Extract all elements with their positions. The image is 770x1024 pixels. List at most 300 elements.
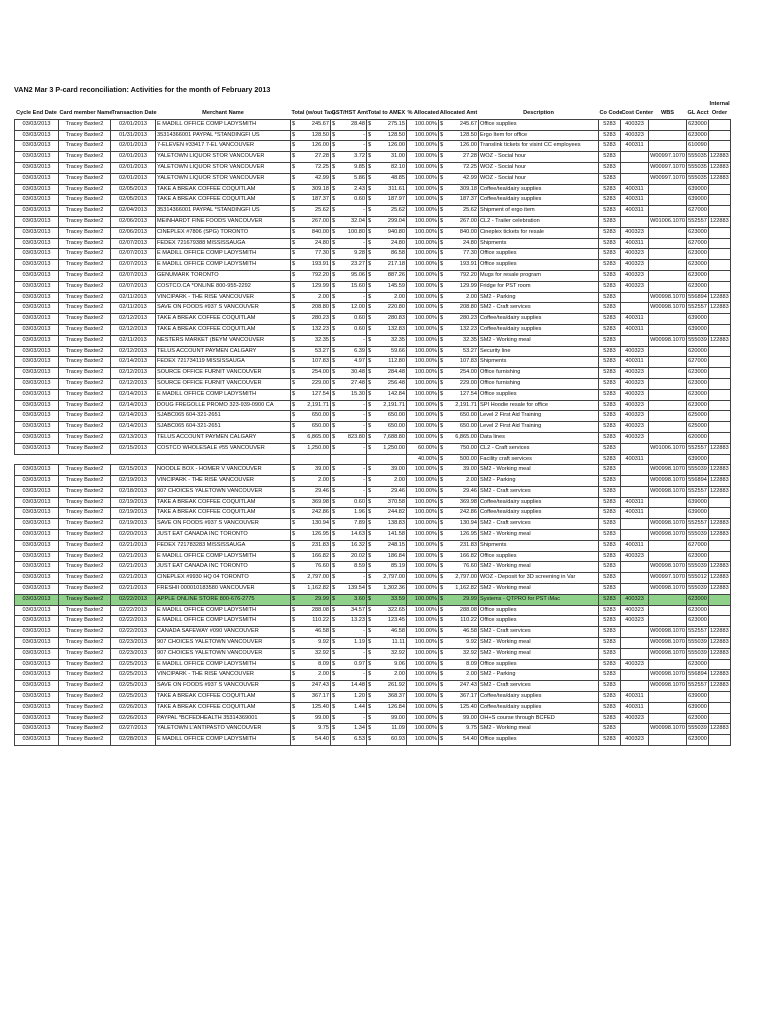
card-member-cell: Tracey Baxter2 xyxy=(59,260,111,271)
allocated-amt-cell: $ 2.00 xyxy=(439,670,479,681)
internal-order-cell: 122883 xyxy=(709,335,731,346)
total-wout-tax-cell: $ 1,250.00 xyxy=(291,443,331,454)
transaction-date-cell: 02/14/2013 xyxy=(111,357,156,368)
gst-hst-cell: $ 0.60 xyxy=(331,195,367,206)
cycle-end-date-cell: 03/03/2013 xyxy=(15,389,59,400)
gl-acct-cell: 639000 xyxy=(687,314,709,325)
transaction-date-cell: 02/05/2013 xyxy=(111,195,156,206)
table-row xyxy=(15,638,731,649)
transaction-date-cell: 02/23/2013 xyxy=(111,638,156,649)
internal-order-cell: 122883 xyxy=(709,584,731,595)
transaction-date-cell: 02/21/2013 xyxy=(111,551,156,562)
cost-center-cell xyxy=(621,486,649,497)
reconciliation-table xyxy=(14,100,731,746)
table-row xyxy=(15,249,731,260)
co-code-cell: 5283 xyxy=(599,303,621,314)
transaction-date-cell: 02/22/2013 xyxy=(111,594,156,605)
total-wout-tax-cell: $ 369.98 xyxy=(291,497,331,508)
pct-allocated-cell: 100.00% xyxy=(407,422,439,433)
wbs-cell xyxy=(649,227,687,238)
allocated-amt-cell: $ 245.67 xyxy=(439,119,479,130)
merchant-name-cell: SAVE ON FOODS #937 S VANCOUVER xyxy=(156,303,291,314)
allocated-amt-cell: $ 39.00 xyxy=(439,465,479,476)
total-to-amex-cell: $ 128.50 xyxy=(367,130,407,141)
gl-acct-cell: 555039 xyxy=(687,562,709,573)
co-code-cell: 5283 xyxy=(599,249,621,260)
transaction-date-cell: 02/12/2013 xyxy=(111,378,156,389)
cycle-end-date-cell: 03/03/2013 xyxy=(15,162,59,173)
table-row xyxy=(15,130,731,141)
cycle-end-date-cell: 03/03/2013 xyxy=(15,616,59,627)
report-title: VAN2 Mar 3 P-card reconciliation: Activities for the month of February 2013 xyxy=(14,85,271,94)
merchant-name-cell: GENUMARK TORONTO xyxy=(156,270,291,281)
transaction-date-cell: 01/31/2013 xyxy=(111,130,156,141)
table-row xyxy=(15,378,731,389)
total-to-amex-cell: $ 32.35 xyxy=(367,335,407,346)
total-wout-tax-cell: $ 32.35 xyxy=(291,335,331,346)
pct-allocated-cell: 100.00% xyxy=(407,638,439,649)
pct-allocated-cell: 100.00% xyxy=(407,573,439,584)
merchant-name-cell: YALETOWN LIQUOR STOR VANCOUVER xyxy=(156,162,291,173)
wbs-cell xyxy=(649,324,687,335)
allocated-amt-cell: $ 76.60 xyxy=(439,562,479,573)
allocated-amt-cell: $ 46.58 xyxy=(439,627,479,638)
description-cell: SM2 - Craft services xyxy=(479,627,599,638)
wbs-cell: W01006.1070 xyxy=(649,216,687,227)
gst-hst-cell: $ - xyxy=(331,411,367,422)
merchant-name-cell: TAKE A BREAK COFFEE COQUITLAM xyxy=(156,314,291,325)
card-member-cell: Tracey Baxter2 xyxy=(59,238,111,249)
wbs-cell: W00997.1070 xyxy=(649,162,687,173)
total-wout-tax-cell: $ 254.00 xyxy=(291,368,331,379)
gl-acct-cell: 552557 xyxy=(687,303,709,314)
transaction-date-cell: 02/07/2013 xyxy=(111,249,156,260)
total-wout-tax-cell: $ 2,797.00 xyxy=(291,573,331,584)
description-cell: Systems - QTPRO for PST iMac xyxy=(479,594,599,605)
table-row xyxy=(15,627,731,638)
allocated-amt-cell: $ 77.30 xyxy=(439,249,479,260)
internal-order-cell: 122883 xyxy=(709,562,731,573)
co-code-cell: 5283 xyxy=(599,476,621,487)
cycle-end-date-cell: 03/03/2013 xyxy=(15,584,59,595)
co-code-cell: 5283 xyxy=(599,594,621,605)
allocated-amt-cell: $ 110.22 xyxy=(439,616,479,627)
description-cell: Coffee/tea/dairy supplies xyxy=(479,195,599,206)
gst-hst-cell: $ - xyxy=(331,292,367,303)
merchant-name-cell: FEDEX 721783283 MISSISSAUGA xyxy=(156,540,291,551)
allocated-amt-cell: $ 2.00 xyxy=(439,292,479,303)
wbs-cell: W00998.1070 xyxy=(649,627,687,638)
wbs-cell xyxy=(649,260,687,271)
table-row xyxy=(15,443,731,454)
gst-hst-cell: $ 7.89 xyxy=(331,519,367,530)
pct-allocated-cell: 60.00% xyxy=(407,443,439,454)
gst-hst-cell: $ - xyxy=(331,465,367,476)
gl-acct-cell: 623000 xyxy=(687,368,709,379)
merchant-name-cell: TAKE A BREAK COFFEE COQUITLAM xyxy=(156,184,291,195)
gst-hst-cell: $ 3.60 xyxy=(331,594,367,605)
total-wout-tax-cell: $ 9.92 xyxy=(291,638,331,649)
allocated-amt-cell: $ 369.98 xyxy=(439,497,479,508)
total-wout-tax-cell: $ 2.00 xyxy=(291,670,331,681)
wbs-cell xyxy=(649,270,687,281)
pct-allocated-cell: 40.00% xyxy=(407,454,439,465)
total-wout-tax-cell: $ 280.23 xyxy=(291,314,331,325)
gl-acct-cell: 555012 xyxy=(687,573,709,584)
total-to-amex-cell: $ 217.18 xyxy=(367,260,407,271)
wbs-cell: W00998.1070 xyxy=(649,335,687,346)
gst-hst-cell: $ 12.00 xyxy=(331,303,367,314)
merchant-name-cell: VINCIPARK - THE RISE VANCOUVER xyxy=(156,670,291,681)
cost-center-cell: 400311 xyxy=(621,238,649,249)
table-row xyxy=(15,141,731,152)
pct-allocated-cell: 100.00% xyxy=(407,432,439,443)
allocated-amt-cell: $ 254.00 xyxy=(439,368,479,379)
total-wout-tax-cell: $ 126.95 xyxy=(291,530,331,541)
transaction-date-cell: 02/13/2013 xyxy=(111,432,156,443)
internal-order-cell xyxy=(709,260,731,271)
total-to-amex-cell: $ 220.80 xyxy=(367,303,407,314)
merchant-name-cell: E MADILL OFFICE COMP LADYSMITH xyxy=(156,605,291,616)
table-row xyxy=(15,713,731,724)
description-cell: Shipments xyxy=(479,238,599,249)
allocated-amt-cell: $ 130.94 xyxy=(439,519,479,530)
wbs-cell xyxy=(649,281,687,292)
gst-hst-cell: $ 1.96 xyxy=(331,508,367,519)
cost-center-cell: 400323 xyxy=(621,130,649,141)
card-member-cell: Tracey Baxter2 xyxy=(59,303,111,314)
cost-center-cell xyxy=(621,162,649,173)
cycle-end-date-cell: 03/03/2013 xyxy=(15,530,59,541)
total-wout-tax-cell: $ 127.54 xyxy=(291,389,331,400)
description-cell: SM2 - Parking xyxy=(479,292,599,303)
cost-center-cell: 400323 xyxy=(621,605,649,616)
total-to-amex-cell: $ 11.11 xyxy=(367,638,407,649)
co-code-cell: 5283 xyxy=(599,324,621,335)
merchant-name-cell: E MADILL OFFICE COMP LADYSMITH xyxy=(156,551,291,562)
total-to-amex-cell: $ 86.58 xyxy=(367,249,407,260)
total-to-amex-cell: $ 248.15 xyxy=(367,540,407,551)
description-cell: WOZ - Social hour xyxy=(479,152,599,163)
cycle-end-date-cell: 03/03/2013 xyxy=(15,130,59,141)
cycle-end-date-cell: 03/03/2013 xyxy=(15,551,59,562)
internal-order-cell xyxy=(709,314,731,325)
merchant-name-cell: YALETOWN L'ANTIPASTO VANCOUVER xyxy=(156,724,291,735)
wbs-cell: W00998.1070 xyxy=(649,303,687,314)
total-to-amex-cell: $ 142.84 xyxy=(367,389,407,400)
gl-acct-cell: 623000 xyxy=(687,281,709,292)
transaction-date-cell: 02/14/2013 xyxy=(111,422,156,433)
wbs-cell xyxy=(649,238,687,249)
cost-center-cell: 400311 xyxy=(621,692,649,703)
wbs-cell xyxy=(649,368,687,379)
allocated-amt-cell: $ 309.18 xyxy=(439,184,479,195)
internal-order-cell xyxy=(709,508,731,519)
total-to-amex-cell: $ 132.83 xyxy=(367,324,407,335)
wbs-cell: W00998.1070 xyxy=(649,562,687,573)
cost-center-cell: 400311 xyxy=(621,141,649,152)
transaction-date-cell: 02/18/2013 xyxy=(111,486,156,497)
total-wout-tax-cell: $ 2.00 xyxy=(291,476,331,487)
description-cell: Mugs for resale program xyxy=(479,270,599,281)
wbs-cell: W00998.1070 xyxy=(649,724,687,735)
merchant-name-cell: NESTERS MARKET (BEYM VANCOUVER xyxy=(156,335,291,346)
merchant-name-cell: MEINHARDT FINE FOODS VANCOUVER xyxy=(156,216,291,227)
description-cell: Office supplies xyxy=(479,616,599,627)
cycle-end-date-cell: 03/03/2013 xyxy=(15,422,59,433)
table-row xyxy=(15,260,731,271)
total-to-amex-cell: $ 25.62 xyxy=(367,206,407,217)
cycle-end-date-cell: 03/03/2013 xyxy=(15,670,59,681)
card-member-cell: Tracey Baxter2 xyxy=(59,270,111,281)
pct-allocated-cell: 100.00% xyxy=(407,562,439,573)
internal-order-cell: 122883 xyxy=(709,638,731,649)
wbs-cell xyxy=(649,713,687,724)
description-cell: Cineplex tickets for resale xyxy=(479,227,599,238)
cycle-end-date-cell: 03/03/2013 xyxy=(15,260,59,271)
wbs-cell: W00998.1070 xyxy=(649,638,687,649)
cost-center-cell: 400323 xyxy=(621,270,649,281)
table-row xyxy=(15,670,731,681)
gst-hst-cell: $ 0.60 xyxy=(331,497,367,508)
total-wout-tax-cell: $ 130.94 xyxy=(291,519,331,530)
allocated-amt-cell: $ 750.00 xyxy=(439,443,479,454)
wbs-cell xyxy=(649,551,687,562)
pct-allocated-cell: 100.00% xyxy=(407,173,439,184)
table-row xyxy=(15,476,731,487)
gl-acct-cell: 623000 xyxy=(687,735,709,746)
gl-acct-cell: 552557 xyxy=(687,443,709,454)
pct-allocated-cell: 100.00% xyxy=(407,162,439,173)
card-member-cell: Tracey Baxter2 xyxy=(59,206,111,217)
cost-center-cell xyxy=(621,648,649,659)
co-code-cell: 5283 xyxy=(599,260,621,271)
total-wout-tax-cell: $ 650.00 xyxy=(291,422,331,433)
pct-allocated-cell: 100.00% xyxy=(407,584,439,595)
merchant-name-cell: FEDEX 721679388 MISSISSAUGA xyxy=(156,238,291,249)
allocated-amt-cell: $ 792.20 xyxy=(439,270,479,281)
transaction-date-cell: 02/15/2013 xyxy=(111,443,156,454)
total-wout-tax-cell: $ 110.22 xyxy=(291,616,331,627)
table-row xyxy=(15,551,731,562)
gst-hst-cell: $ 823.80 xyxy=(331,432,367,443)
description-cell: Translink tickets for visint CC employees xyxy=(479,141,599,152)
table-row xyxy=(15,314,731,325)
cost-center-cell: 400323 xyxy=(621,227,649,238)
card-member-cell: Tracey Baxter2 xyxy=(59,648,111,659)
internal-order-cell xyxy=(709,281,731,292)
card-member-cell: Tracey Baxter2 xyxy=(59,184,111,195)
internal-order-cell xyxy=(709,692,731,703)
gl-acct-cell: 623000 xyxy=(687,605,709,616)
internal-order-cell xyxy=(709,130,731,141)
gst-hst-cell: $ 15.30 xyxy=(331,389,367,400)
merchant-name-cell: CANADA SAFEWAY #090 VANCOUVER xyxy=(156,627,291,638)
cycle-end-date-cell: 03/03/2013 xyxy=(15,152,59,163)
table-row xyxy=(15,562,731,573)
internal-order-cell: 122883 xyxy=(709,519,731,530)
co-code-cell: 5283 xyxy=(599,681,621,692)
pct-allocated-cell: 100.00% xyxy=(407,152,439,163)
description-cell: SM2 - Working meal xyxy=(479,530,599,541)
table-row xyxy=(15,724,731,735)
pct-allocated-cell: 100.00% xyxy=(407,713,439,724)
total-wout-tax-cell: $ 77.30 xyxy=(291,249,331,260)
co-code-cell: 5283 xyxy=(599,638,621,649)
description-cell: Coffee/tea/dairy supplies xyxy=(479,692,599,703)
total-to-amex-cell: $ 650.00 xyxy=(367,411,407,422)
table-row xyxy=(15,119,731,130)
description-cell: Shipments xyxy=(479,357,599,368)
card-member-cell: Tracey Baxter2 xyxy=(59,141,111,152)
total-wout-tax-cell: $ 76.60 xyxy=(291,562,331,573)
pct-allocated-cell: 100.00% xyxy=(407,216,439,227)
total-wout-tax-cell: $ 2,191.71 xyxy=(291,400,331,411)
card-member-cell: Tracey Baxter2 xyxy=(59,573,111,584)
merchant-name-cell: NOODLE BOX - HOMER V VANCOUVER xyxy=(156,465,291,476)
wbs-cell xyxy=(649,735,687,746)
internal-order-cell xyxy=(709,227,731,238)
total-wout-tax-cell: $ 29.99 xyxy=(291,594,331,605)
wbs-cell xyxy=(649,130,687,141)
gl-acct-cell: 627000 xyxy=(687,540,709,551)
pct-allocated-cell: 100.00% xyxy=(407,681,439,692)
gst-hst-cell: $ 13.23 xyxy=(331,616,367,627)
cycle-end-date-cell: 03/03/2013 xyxy=(15,713,59,724)
transaction-date-cell: 02/12/2013 xyxy=(111,324,156,335)
wbs-cell xyxy=(649,422,687,433)
total-to-amex-cell: $ 284.48 xyxy=(367,368,407,379)
cycle-end-date-cell: 03/03/2013 xyxy=(15,659,59,670)
total-wout-tax-cell: $ 8.09 xyxy=(291,659,331,670)
total-wout-tax-cell: $ 792.20 xyxy=(291,270,331,281)
co-code-cell: 5283 xyxy=(599,454,621,465)
description-cell: SM2 - Working meal xyxy=(479,724,599,735)
co-code-cell: 5283 xyxy=(599,486,621,497)
total-to-amex-cell: $ 11.09 xyxy=(367,724,407,735)
description-cell: Shipments xyxy=(479,540,599,551)
merchant-name-cell: TAKE A BREAK COFFEE COQUITLAM xyxy=(156,324,291,335)
transaction-date-cell: 02/06/2013 xyxy=(111,216,156,227)
internal-order-cell: 122883 xyxy=(709,173,731,184)
wbs-cell xyxy=(649,497,687,508)
card-member-cell xyxy=(59,454,111,465)
card-member-cell: Tracey Baxter2 xyxy=(59,476,111,487)
total-wout-tax-cell: $ 2.00 xyxy=(291,292,331,303)
wbs-cell: W00998.1070 xyxy=(649,584,687,595)
pct-allocated-cell: 100.00% xyxy=(407,551,439,562)
total-to-amex-cell: $ 59.66 xyxy=(367,346,407,357)
cost-center-cell xyxy=(621,670,649,681)
transaction-date-cell: 02/07/2013 xyxy=(111,238,156,249)
wbs-cell xyxy=(649,378,687,389)
card-member-cell: Tracey Baxter2 xyxy=(59,152,111,163)
table-row xyxy=(15,573,731,584)
allocated-amt-cell: $ 193.91 xyxy=(439,260,479,271)
total-wout-tax-cell: $ 229.00 xyxy=(291,378,331,389)
gst-hst-cell: $ 3.72 xyxy=(331,152,367,163)
pct-allocated-cell: 100.00% xyxy=(407,335,439,346)
gl-acct-cell: 639000 xyxy=(687,324,709,335)
gl-acct-cell: 555035 xyxy=(687,162,709,173)
transaction-date-cell: 02/25/2013 xyxy=(111,670,156,681)
co-code-cell: 5283 xyxy=(599,400,621,411)
header-transaction-date: Transaction Date xyxy=(111,110,157,116)
wbs-cell xyxy=(649,702,687,713)
total-to-amex-cell: $ 261.92 xyxy=(367,681,407,692)
gl-acct-cell: 552557 xyxy=(687,486,709,497)
merchant-name-cell: 907 CHOICES YALETOWN VANCOUVER xyxy=(156,648,291,659)
wbs-cell xyxy=(649,508,687,519)
cycle-end-date-cell: 03/03/2013 xyxy=(15,443,59,454)
wbs-cell xyxy=(649,314,687,325)
gst-hst-cell: $ 5.86 xyxy=(331,173,367,184)
co-code-cell: 5283 xyxy=(599,335,621,346)
description-cell: Level 2 First Aid Training xyxy=(479,411,599,422)
co-code-cell: 5283 xyxy=(599,378,621,389)
pct-allocated-cell: 100.00% xyxy=(407,508,439,519)
internal-order-cell xyxy=(709,119,731,130)
total-wout-tax-cell: $ 6,865.00 xyxy=(291,432,331,443)
internal-order-cell: 122883 xyxy=(709,627,731,638)
pct-allocated-cell: 100.00% xyxy=(407,540,439,551)
cost-center-cell: 400323 xyxy=(621,659,649,670)
merchant-name-cell: DOUG FREGOLLE PROMO 323-939-0900 CA xyxy=(156,400,291,411)
merchant-name-cell: VINCIPARK - THE RISE VANCOUVER xyxy=(156,476,291,487)
description-cell: Coffee/tea/dairy supplies xyxy=(479,508,599,519)
co-code-cell: 5283 xyxy=(599,357,621,368)
gl-acct-cell: 623000 xyxy=(687,551,709,562)
internal-order-cell: 122883 xyxy=(709,681,731,692)
cost-center-cell: 400323 xyxy=(621,368,649,379)
total-wout-tax-cell: $ 54.40 xyxy=(291,735,331,746)
allocated-amt-cell: $ 127.54 xyxy=(439,389,479,400)
transaction-date-cell: 02/20/2013 xyxy=(111,530,156,541)
co-code-cell: 5283 xyxy=(599,141,621,152)
gl-acct-cell: 620000 xyxy=(687,346,709,357)
internal-order-cell: 122883 xyxy=(709,443,731,454)
pct-allocated-cell: 100.00% xyxy=(407,389,439,400)
table-row xyxy=(15,206,731,217)
transaction-date-cell: 02/25/2013 xyxy=(111,692,156,703)
gst-hst-cell: $ 0.60 xyxy=(331,324,367,335)
allocated-amt-cell: $ 25.62 xyxy=(439,206,479,217)
gl-acct-cell: 623000 xyxy=(687,594,709,605)
cycle-end-date-cell: 03/03/2013 xyxy=(15,627,59,638)
cost-center-cell: 400323 xyxy=(621,432,649,443)
allocated-amt-cell: $ 208.80 xyxy=(439,303,479,314)
pct-allocated-cell: 100.00% xyxy=(407,486,439,497)
co-code-cell: 5283 xyxy=(599,508,621,519)
cost-center-cell: 400323 xyxy=(621,735,649,746)
total-wout-tax-cell: $ 32.92 xyxy=(291,648,331,659)
merchant-name-cell: SJABC065 604-321-2651 xyxy=(156,422,291,433)
gl-acct-cell: 623000 xyxy=(687,119,709,130)
total-to-amex-cell: $ 145.59 xyxy=(367,281,407,292)
allocated-amt-cell: $ 840.00 xyxy=(439,227,479,238)
transaction-date-cell: 02/01/2013 xyxy=(111,162,156,173)
table-row xyxy=(15,270,731,281)
total-to-amex-cell: $ 940.80 xyxy=(367,227,407,238)
gst-hst-cell: $ - xyxy=(331,400,367,411)
merchant-name-cell: 907 CHOICES YALETOWN VANCOUVER xyxy=(156,638,291,649)
cost-center-cell xyxy=(621,465,649,476)
cost-center-cell: 400323 xyxy=(621,400,649,411)
header-total-to-amex: Total to AMEX xyxy=(367,110,406,116)
gst-hst-cell: $ 1.19 xyxy=(331,638,367,649)
merchant-name-cell: CINEPLEX #7806 (SPG) TORONTO xyxy=(156,227,291,238)
card-member-cell: Tracey Baxter2 xyxy=(59,324,111,335)
